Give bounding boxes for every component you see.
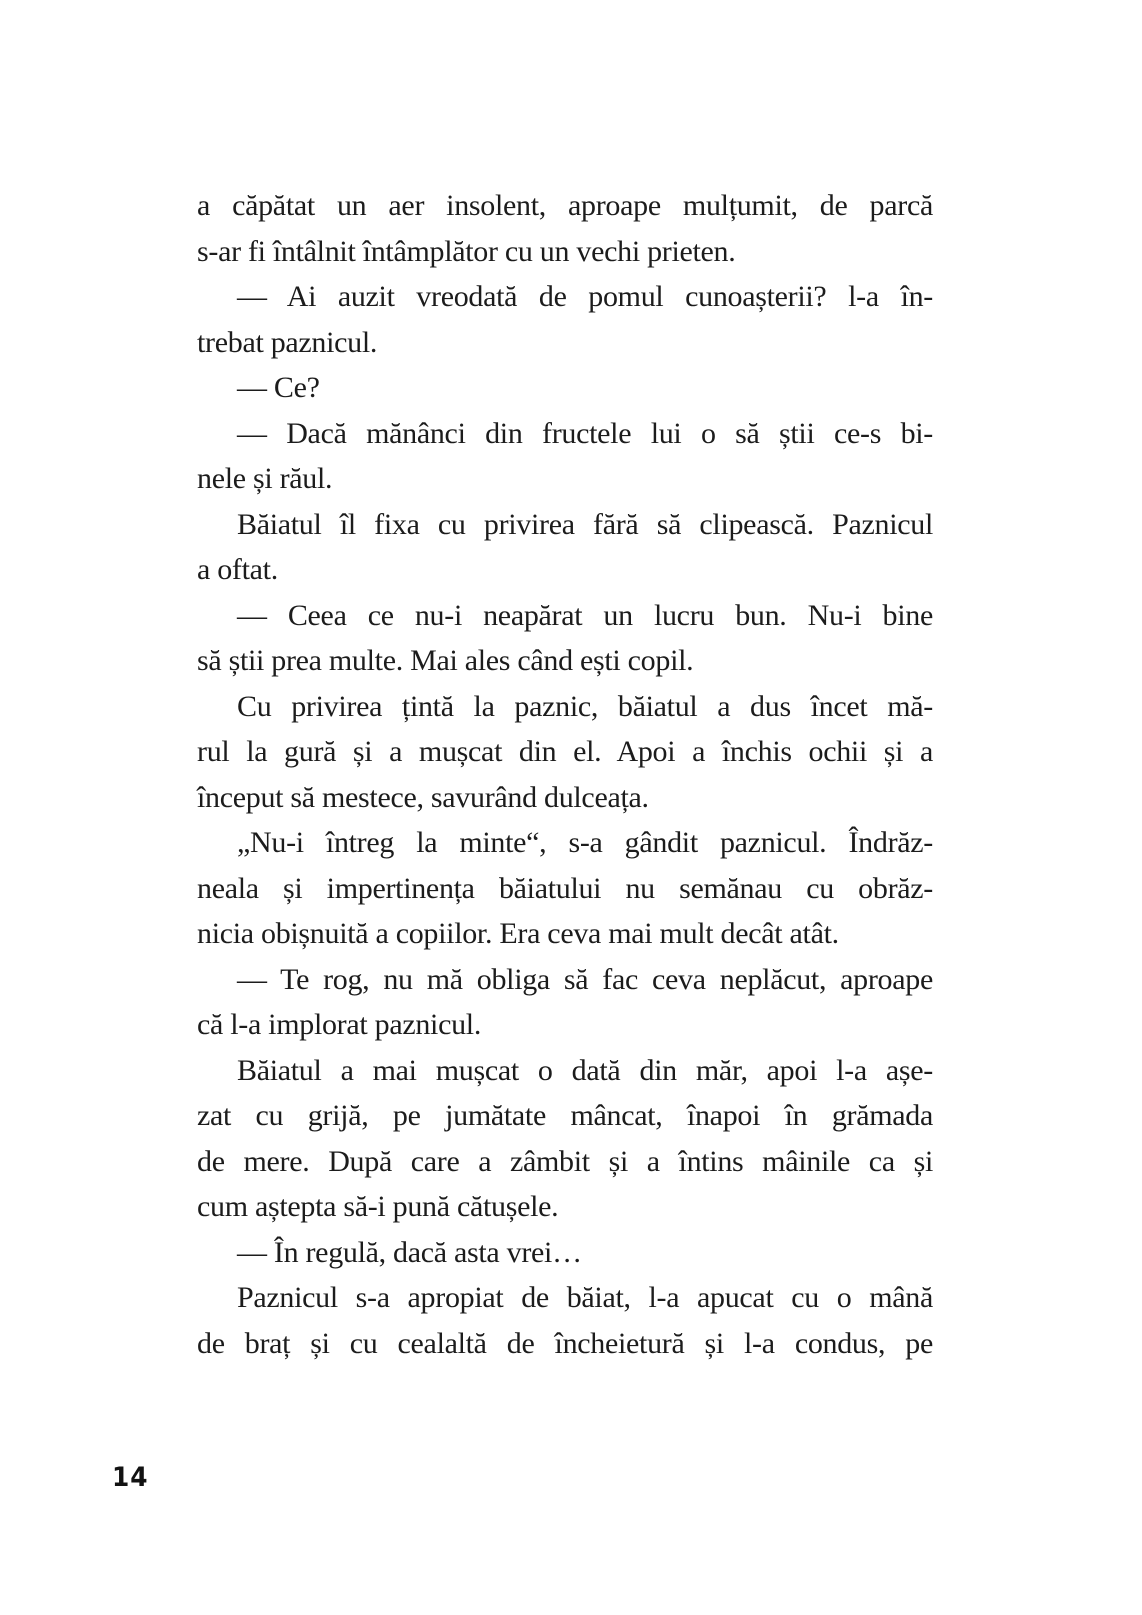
text-line: a oftat.	[197, 553, 278, 586]
page-number: 14	[112, 1462, 149, 1493]
text-line: nicia obișnuită a copiilor. Era ceva mai mult decât atât.	[197, 917, 839, 950]
text-line: „Nu-i întreg la minte“, s-a gândit paznicul. Îndrăz-	[237, 826, 933, 859]
text-line: să știi prea multe. Mai ales când ești copil.	[197, 644, 694, 677]
text-line: — Dacă mănânci din fructele lui o să știi ce-s bi-	[237, 416, 933, 450]
text-line: — Ceea ce nu-i neapărat un lucru bun. Nu-i bine	[237, 598, 933, 632]
text-line: cum aștepta să-i pună cătușele.	[197, 1190, 559, 1223]
text-line: început să mestece, savurând dulceața.	[197, 780, 649, 814]
text-line: — În regulă, dacă asta vrei…	[237, 1235, 582, 1269]
text-line: Băiatul a mai mușcat o dată din măr, apoi l-a așe-	[237, 1053, 933, 1087]
text-line: trebat paznicul.	[197, 325, 378, 359]
text-line: s-ar fi întâlnit întâmplător cu un vechi prieten.	[197, 234, 736, 268]
text-line: — Ai auzit vreodată de pomul cunoașterii? l-a în-	[237, 280, 933, 313]
text-line: — Te rog, nu mă obliga să fac ceva neplăcut, aproape	[237, 962, 933, 996]
text-line: Băiatul îl fixa cu privirea fără să clipească. Paznicul	[237, 507, 933, 541]
text-line: de braț și cu cealaltă de încheietură și l-a condus, pe	[197, 1326, 933, 1360]
text-line: zat cu grijă, pe jumătate mâncat, înapoi în grămada	[197, 1099, 933, 1132]
text-line: — Ce?	[237, 371, 320, 404]
text-line: a căpătat un aer insolent, aproape mulțumit, de parcă	[197, 189, 933, 222]
text-line: rul la gură și a mușcat din el. Apoi a închis ochii și a	[197, 735, 933, 768]
text-line: nele și răul.	[197, 462, 333, 495]
text-line: Cu privirea țintă la paznic, băiatul a dus încet mă-	[237, 689, 933, 723]
text-line: că l-a implorat paznicul.	[197, 1008, 482, 1041]
text-line: Paznicul s-a apropiat de băiat, l-a apucat cu o mână	[237, 1281, 933, 1314]
text-line: de mere. După care a zâmbit și a întins mâinile ca și	[197, 1144, 933, 1178]
text-line: neala și impertinența băiatului nu semănau cu obrăz-	[197, 871, 933, 905]
text-block	[197, 183, 933, 1366]
